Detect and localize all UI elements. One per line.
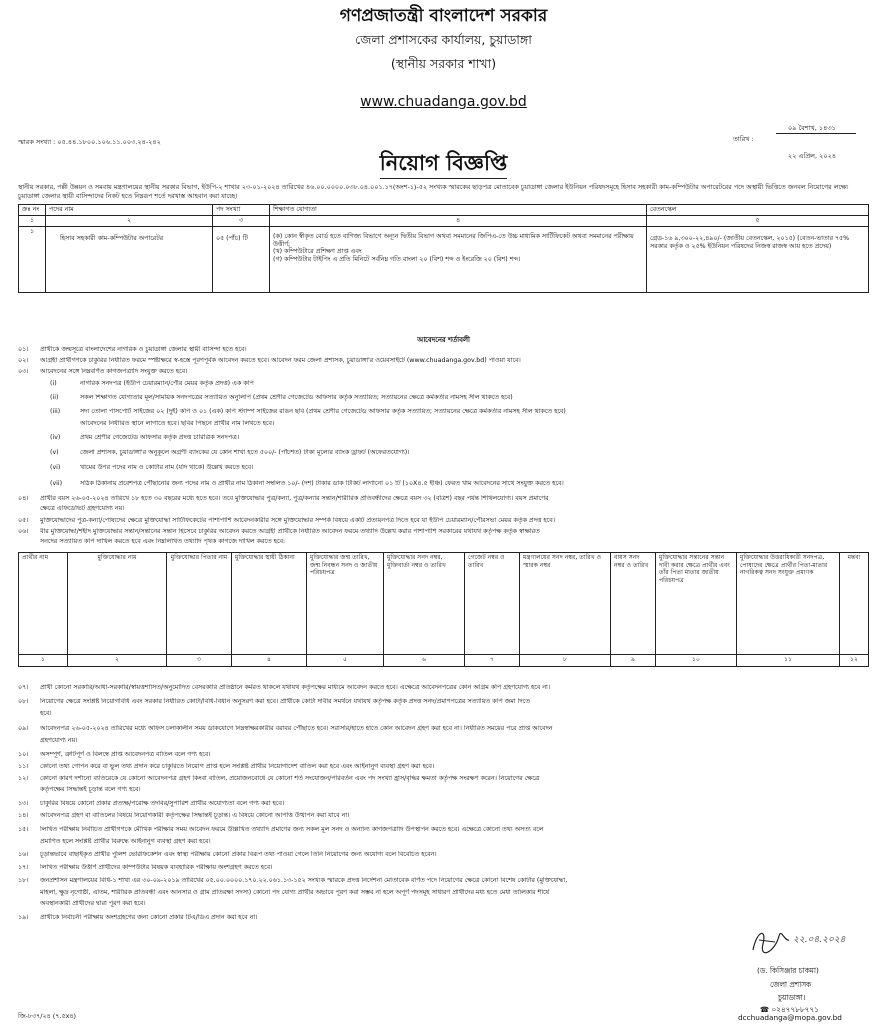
ff-header: মুক্তিযোদ্ধার পিতার নাম xyxy=(167,553,232,655)
condition-item xyxy=(18,800,869,808)
condition-text: আগ্রহী প্রার্থীগণকে চাকুরির নির্ধারিত ফরমে স্পষ্টাক্ষরে স্ব-হস্তে পূরণপূর্বক আবেদন করতে হবে। আবেদন ফরম জেলা প্রশাসক, চুয়াডাঙ্গা'র ওয়েবসাইটে (www.chuadanga.gov.bd) পাওয়া যাবে। xyxy=(40,357,521,364)
condition-item xyxy=(18,368,869,376)
ff-header: মুক্তিযোদ্ধার সনদ নম্বর, মুক্তিবার্তা নম্বর ও তারিখ xyxy=(384,553,465,655)
th-post: পদের নাম xyxy=(46,205,213,216)
condition-number: ০৮। xyxy=(18,698,29,705)
condition-item xyxy=(18,877,869,885)
title-underline xyxy=(380,178,507,179)
print-code: জি-৮৩৭/২৪ (৭.৫x৪) xyxy=(18,1012,77,1020)
ff-header: বায়স সনদ নম্বর ও তারিখ xyxy=(611,553,656,655)
signer-name: (ড. কিসিঞ্জার চাকমা) xyxy=(757,966,819,975)
date-bangla: ০৯ বৈশাখ, ১৪৩১ xyxy=(788,124,836,132)
attachment-text: নাগরিক সনদপত্র (ইউপি চেয়ারম্যান/পৌর মেয়র কর্তৃক প্রদত্ত) এক কপি xyxy=(80,380,254,387)
condition-text: অসম্পূর্ণ, ত্রুটিপূর্ণ ও বিলম্বে প্রাপ্ত আবেদনপত্র বাতিল বলে গণ্য হবে। xyxy=(40,751,211,758)
branch-name: (স্থানীয় সরকার শাখা) xyxy=(390,56,497,71)
freedom-fighter-table xyxy=(18,552,869,667)
condition-text: প্রার্থীর বয়স ২৬-০৫-২০২৪ তারিখে ১৮ হতে ৩০ বছরের মধ্যে হতে হবে। তবে মুক্তিযোদ্ধার পুত্র/কন্যা, পুত্র/কন্যার সন্তান/শারীরিক প্রতিবন্ধীদের ক্ষেত্রে বয়স ৩২ (বত্রিশ) বছর পর্যন্ত শিথিলযোগ্য। বয়স প্রমাণের xyxy=(40,495,549,502)
attachment-text: সকল শিক্ষাগত যোগ্যতার মূল/সাময়িক সনদপত্রের সত্যায়িত অনুলিপি (প্রথম শ্রেণীর গেজেটেড অফিসার কর্তৃক সত্যায়িত; সত্যায়নের ক্ষেত্রে কর্মকর্তার নামসহ সীল থাকতে হবে) xyxy=(80,394,513,401)
attachment-item xyxy=(50,380,868,388)
index-cell: ২ xyxy=(46,215,213,226)
condition-text: চূড়ান্তভাবে বাছাইকৃত প্রার্থীর পুলিশ ভেরিফিকেশন এবং স্বাস্থ্য পরীক্ষায় কোনো প্রকার বিরূপ তথ্য পাওয়া গেলে তিনি নিয়োগের জন্য অযোগ্য বলে বিবেচিত হবেন। xyxy=(40,851,437,858)
attachment-item xyxy=(50,408,868,416)
attachment-number: (i) xyxy=(50,380,57,387)
condition-text: আবেদনপত্র ২৬-০৫-২০২৪ তারিখের মধ্যে অফিস চলাকালীন সময় ডাকযোগে নিম্নস্বাক্ষরকারীর বরাবর পৌঁছাতে হবে। সরাসরি/হাতে হাতে কোন আবেদন গ্রহণ করা হবে না। নির্ধারিত সময়ের পরে প্রাপ্ত আবেদন xyxy=(40,725,553,732)
attachment-text: প্রথম শ্রেণীর গেজেটেড অফিসার কর্তৃক প্রদত্ত চারিত্রিক সনদপত্র। xyxy=(80,434,239,441)
attachment-number: (vi) xyxy=(50,464,61,471)
condition-number: ০৬। xyxy=(18,528,29,535)
attachment-item xyxy=(50,394,868,402)
condition-text: কোনো কারণ দর্শানো ব্যতিরেকে যে কোনো আবেদনপত্র গ্রহণ কিংবা বাতিল, প্রয়োজনবোধে যে কোনো শর্ত সংযোজন/পরিবর্তন এবং পদ সংখ্যা হ্রাস/বৃদ্ধির ক্ষমতা কর্তৃপক্ষ সংরক্ষণ করেন। নিয়োগের ক্ষেত্রে xyxy=(40,775,540,782)
govt-title: গণপ্রজাতন্ত্রী বাংলাদেশ সরকার xyxy=(339,6,548,26)
attachment-number: (vii) xyxy=(50,480,63,487)
condition-item xyxy=(18,528,869,536)
condition-item xyxy=(18,851,869,859)
date-english: ২২ এপ্রিল, ২০২৪ xyxy=(788,152,837,160)
signer-email[interactable]: dcchuadanga@mopa.gov.bd xyxy=(738,1013,842,1022)
conditions-title: আবেদনের শর্তাবলী xyxy=(417,336,470,344)
condition-number: ১৩। xyxy=(18,800,29,807)
signer-place: চুয়াডাঙ্গা। xyxy=(778,993,806,1002)
condition-number: ০৫। xyxy=(18,517,29,524)
office-name: জেলা প্রশাসকের কার্যালয়, চুয়াডাঙ্গা xyxy=(355,32,532,47)
index-cell: ১ xyxy=(19,215,46,226)
attachment-text: খামের উপর পদের নাম ও কোটার নাম (যদি থাকে) উল্লেখ করতে হবে। xyxy=(80,464,254,471)
ff-header: মন্ত্রণালয়ের সনদ নম্বর, তারিখ ও স্মারক নম্বর xyxy=(520,553,611,655)
index-cell: ৫ xyxy=(647,215,869,226)
condition-item xyxy=(18,725,869,733)
condition-number: ০৪। xyxy=(18,495,29,502)
condition-number: ১০। xyxy=(18,751,29,758)
condition-continuation: কর্তৃপক্ষের সিদ্ধান্তই চূড়ান্ত বলে গণ্য হবে। xyxy=(40,786,141,793)
condition-number: ০৩। xyxy=(18,368,29,375)
signature-scribble xyxy=(745,922,865,962)
condition-number: ১৯। xyxy=(18,914,29,921)
condition-number: ১৬। xyxy=(18,851,29,858)
condition-number: ০২। xyxy=(18,357,29,364)
ff-header: মুক্তিযোদ্ধার সন্তানের সন্তান দাবী করার ক্ষেত্রে প্রার্থীর এবং তাঁর পিতা মাতার জাতীয় পরিচয়পত্র xyxy=(656,553,737,655)
ff-index-cell: ১২ xyxy=(840,655,869,667)
condition-item xyxy=(18,346,869,354)
ff-header: মুক্তিযোদ্ধার নাম xyxy=(68,553,167,655)
condition-number: ১২। xyxy=(18,775,29,782)
condition-continuation: মহিলা, ক্ষুদ্র নৃগোষ্ঠী, এতিম, শারীরিক প্রতিবন্ধী এবং আনসার ও গ্রাম প্রতিরক্ষা সদস্য) কোনো পদ যোগ্য প্রার্থীর অভাবে পূরণ করা সম্ভব না হলে অপূর্ণ পদসমূহ সাধারণ প্রার্থীদের মধ্য হতে মেধা তালিকার শীর্ষে xyxy=(40,889,550,896)
th-qualification: শিক্ষাগত যোগ্যতা xyxy=(270,205,647,216)
th-serial: ক্রঃ নং xyxy=(19,205,46,216)
condition-text: বীর মুক্তিযোদ্ধা/শহীদ মুক্তিযোদ্ধার সন্তান/সন্তানের সন্তান হিসেবে চাকুরির আবেদন করতে আগ্রহী প্রার্থীকে নির্ধারিত আবেদন ফরমে তথ্যাদি উল্লেখ করার পাশাপাশি সরকারের যথাযথ কর্তৃপক্ষ কর্তৃক স্বাক্ষরিত xyxy=(40,528,540,535)
date-divider xyxy=(776,133,856,134)
ff-index-cell: ৮ xyxy=(520,655,611,667)
ff-header: গেজেট নম্বর ও তারিখ xyxy=(465,553,520,655)
condition-item xyxy=(18,495,869,503)
condition-number: ১৮। xyxy=(18,877,29,884)
attachment-item xyxy=(50,464,868,472)
condition-number: ০৭। xyxy=(18,684,29,691)
ff-index-cell: ২ xyxy=(68,655,167,667)
qualification-a: (ক) কোন স্বীকৃত বোর্ড হতে বাণিজ্য বিভাগে অন্যূন দ্বিতীয় বিভাগ অথবা সমমানের জিপিএ-তে উচ্চ মাধ্যমিক সার্টিফিকেট অথবা সমমানের পরীক্ষায় উত্তীর্ণ; xyxy=(273,232,634,248)
condition-text: প্রার্থীকে জন্মসূত্রে বাংলাদেশের নাগরিক ও চুয়াডাঙ্গা জেলার স্থায়ী বাসিন্দা হতে হবে। xyxy=(40,346,247,353)
condition-text: কোনো তথ্য গোপন করে বা ভুল তথ্য প্রদান করে চাকুরিতে নিয়োগ প্রাপ্ত হলে সংশ্লিষ্ট প্রার্থীর নিয়োগাদেশ বাতিল করা হবে এবং আইনানুগ ব্যবস্থা গ্রহণ করা হবে। xyxy=(40,763,435,770)
condition-item xyxy=(18,775,869,783)
condition-continuation: প্রমাণিত হলে সংশ্লিষ্ট প্রার্থীর বিরুদ্ধে আইনানুগ ব্যবস্থা গ্রহণ করা হবে। xyxy=(40,838,211,845)
signer-phone: ☎ ০২৪৭৭৮৮৭৭১ xyxy=(760,1005,819,1014)
ff-index-cell: ৪ xyxy=(232,655,307,667)
condition-text: জনপ্রশাসন মন্ত্রণালয়ের বিধি-১ শাখা এর ৩০-০৯-২০১৯ তারিখের ০৫.০০.০০০০.১৭০.২২.০৬১.১৩-১৫২ সংখ্যক স্মারকে প্রদত্ত নির্দেশনা মোতাবেক বর্ণিত পদে নিয়োগের ক্ষেত্রে কোনো বিশেষ কোটার (মুক্তিযোদ্ধা, xyxy=(40,877,568,884)
condition-item xyxy=(18,812,869,820)
signer-designation: জেলা প্রশাসক xyxy=(770,980,812,989)
ff-header: মুক্তিযোদ্ধার স্থায়ী ঠিকানা xyxy=(232,553,307,655)
post-count: ০৫ (পাঁচ) টি xyxy=(213,226,270,292)
attachment-item xyxy=(50,449,868,457)
intro-paragraph: স্থানীয় সরকার, পল্লী উন্নয়ন ও সমবায় মন্ত্রণালয়ের স্থানীয় সরকার বিভাগ, ইউপি-২ শাখার ২৩-০১-২০২৪ তারিখের ৪৬.০০.০০০০.০৩৮.০৪.০০১.১৭(অংশ-১)-৫২ সংখ্যক স্মারকের ছাড়পত্র মোতাবেক চুয়াডাঙ্গা জেলার ইউনিয়ন পরিষদসমূহে হিসাব সহকারী কাম-কম্পিউটার অপারেটরের পদে অস্থায়ী ভিত্তিতে জনবল নিয়োগের লক্ষ্যে চুয়াডাঙ্গা জেলার স্থায়ী বাসিন্দাদের নিকট হতে নিম্নরূপ শর্তে দরখাস্ত আহবান করা যাচ্ছে। xyxy=(18,183,849,200)
condition-number: ১৭। xyxy=(18,864,29,871)
condition-text: মুক্তিযোদ্ধাদের পুত্র-কন্যা/পোষ্যদের ক্ষেত্রে মুক্তিযোদ্ধা সার্টিফিকেটের পাশাপাশি আবেদনকারীর সঙ্গে মুক্তিযোদ্ধার সম্পর্ক বিষয়ে একটি প্রত্যয়নপত্র দিতে হবে যা ইউপি চেয়ারম্যান/পৌরসভা মেয়র কর্তৃক প্রদত্ত হবে। xyxy=(40,517,556,524)
ff-header: মুক্তিযোদ্ধার জন্ম তারিখ, জন্ম নিবন্ধন সনদ ও জাতীয় পরিচয়পত্র xyxy=(307,553,384,655)
condition-text: আবেদনপত্র গ্রহণ বা বাতিলের বিষয়ে নিয়োগকারী কর্তৃপক্ষের সিদ্ধান্তই চূড়ান্ত। এ বিষয়ে কোনো আপত্তি উত্থাপন করা যাবে না। xyxy=(40,812,350,819)
condition-number: ১১। xyxy=(18,763,29,770)
condition-item xyxy=(18,763,869,771)
condition-text: নিয়োগের ক্ষেত্রে সংশ্লিষ্ট নিয়োগবিধি এবং সরকার নির্ধারিত কোটা/বিধি-বিধান অনুসরণ করা হবে। প্রার্থীকে কোটা দাবীর সমর্থনে যথাযথ কর্তৃপক্ষ কর্তৃক প্রদত্ত সনদ/প্রমাণপত্রের সত্যায়িত কপি জমা দিতে xyxy=(40,698,530,705)
attachment-number: (iv) xyxy=(50,434,61,441)
attachment-item xyxy=(50,480,868,488)
attachment-number: (v) xyxy=(50,449,59,456)
condition-text: আবেদনের সঙ্গে নিম্নবর্ণিত কাগজপত্রাদি সংযুক্ত করতে হবে। xyxy=(40,368,188,375)
condition-text: প্রার্থীকে নির্বাচনী পরীক্ষায় অংশগ্রহণের জন্য কোনো প্রকার টিএ/ডিএ প্রদান করা হবে না। xyxy=(40,914,258,921)
condition-item xyxy=(18,864,869,872)
post-table xyxy=(18,204,869,293)
post-name: হিসাব সহকারী কাম-কম্পিউটার অপারেটর xyxy=(46,226,213,292)
condition-continuation: ক্ষেত্রে এফিডেভিট গ্রহণযোগ্য নয়। xyxy=(40,505,125,512)
ff-index-cell: ১০ xyxy=(656,655,737,667)
signature-date: ২২.০৪.২০২৪ xyxy=(793,935,846,945)
condition-continuation: হবে। xyxy=(40,710,52,717)
ff-index-cell: ৯ xyxy=(611,655,656,667)
ff-header: মন্তব্য xyxy=(840,553,869,655)
index-cell: ৪ xyxy=(270,215,647,226)
attachment-text: সদ্য তোলা পাসপোর্ট সাইজের ০২ (দুই) কপি ও ০১ (এক) কপি স্ট্যাম্প সাইজের রঙিন ছবি (প্রথম শ্রেণীর গেজেটেড অফিসার কর্তৃক সত্যায়িত; সত্যায়নের ক্ষেত্রে কর্মকর্তার নামসহ সীল থাকতে হবে) xyxy=(80,408,566,415)
index-cell: ৩ xyxy=(213,215,270,226)
condition-continuation: গ্রহণযোগ্য নয়। xyxy=(40,737,78,744)
ff-index-cell: ১১ xyxy=(737,655,840,667)
date-label: তারিখ : xyxy=(733,135,754,143)
condition-text: লিখিত পরীক্ষায় উত্তীর্ণ প্রার্থীদের কম্পিউটার বিষয়ক ব্যবহারিক পরীক্ষায় অংশগ্রহণ করতে হবে। xyxy=(40,864,273,871)
condition-number: ১৪। xyxy=(18,812,29,819)
attachment-number: (iii) xyxy=(50,408,61,415)
ff-index-cell: ১ xyxy=(19,655,68,667)
qualification-cell xyxy=(270,226,647,292)
memo-number: স্মারক সংখ্যা : ০৫.৪৪.১৮০০.১০৬.১১.০০৩.২৪-২৪২ xyxy=(18,138,161,146)
condition-continuation: সনদের সত্যায়িত কপি দাখিল করতে হবে এবং নিম্নলিখিত তথ্যাদি পৃথক কাগজে দাখিল করতে হবে: xyxy=(40,538,286,545)
attachment-text: জেলা প্রশাসক, চুয়াডাঙ্গা'র অনুকূলে অগ্রণী ব্যাংকের যে কোন শাখা হতে ৫০০/- (পাঁচশত) টাকা মূল্যের ব্যাংক ড্রাফট (অফেরতযোগ্য)। xyxy=(80,449,410,456)
condition-text: চাকুরির বিষয়ে কোনো প্রকার প্রত্যক্ষ/পরোক্ষ তদবির/সুপারিশ প্রার্থীর অযোগ্যতা বলে গণ্য করা হবে। xyxy=(40,800,285,807)
attachment-text: আবেদনের নির্ধারিত স্থানে লাগাতে হবে। ছবির পিছনে প্রার্থীর নাম লিখতে হবে। xyxy=(80,420,275,427)
condition-number: ০৯। xyxy=(18,725,29,732)
condition-item xyxy=(18,698,869,706)
ff-header: মুক্তিযোদ্ধার উত্তরাধিকারী সনদপত্র, পোষ্যদের ক্ষেত্রে প্রার্থীর পিতা-মাতার নাগরিকত্ব সনদ সংযুক্ত প্রমাণক xyxy=(737,553,840,655)
condition-item xyxy=(18,357,869,365)
post-serial: ১ xyxy=(19,226,46,292)
condition-item xyxy=(18,826,869,834)
website-link[interactable]: www.chuadanga.gov.bd xyxy=(360,94,527,110)
ff-index-cell: ৫ xyxy=(307,655,384,667)
condition-item xyxy=(18,517,869,525)
qualification-b: (খ) কম্পিউটারে প্রশিক্ষণ প্রাপ্ত এবং xyxy=(273,248,362,256)
condition-text: লিখিত পরীক্ষায় নির্বাচিত প্রার্থীগণকে মৌখিক পরীক্ষার সময় আবেদন ফরমে উল্লিখিত তথ্যাদি প্রমাণের জন্য সকল মূল সনদ ও অন্যান্য কাগজপত্রাদি উপস্থাপন করতে হবে। এক্ষেত্রে কোনো তথ্য অসত্য বলে xyxy=(40,826,544,833)
condition-item xyxy=(18,914,869,922)
attachment-item xyxy=(50,420,868,428)
attachment-text: সঠিক ঠিকানায় প্রবেশপত্র পৌঁছানোর জন্য পদের নাম ও প্রার্থীর নাম ঠিকানা সম্বলিত ১০/- (দশ) টাকার ডাক টিকিট লাগানো ০১ টি (১০X৪.৫ ইঞ্চি) ফেরত খাম আবেদনের সাথে সংযুক্ত করতে হবে। xyxy=(80,480,564,487)
attachment-number: (ii) xyxy=(50,394,59,401)
pay-scale: গ্রেড-১৬ ৯,৩০০-২২,৪৯০/- (জাতীয় বেতনস্কেল, ২০১৫) (বেতন-ভাতার ৭৫% সরকার কর্তৃক ও ২৫% ইউনিয়ন পরিষদের নিজস্ব রাজস্ব আয় হতে প্রদেয়) xyxy=(647,226,869,292)
attachment-item xyxy=(50,434,868,442)
ff-index-cell: ৩ xyxy=(167,655,232,667)
th-scale: বেতনস্কেল xyxy=(647,205,869,216)
ff-header: প্রার্থীর নাম xyxy=(19,553,68,655)
th-count: পদ সংখ্যা xyxy=(213,205,270,216)
notice-title: নিয়োগ বিজ্ঞপ্তি xyxy=(379,151,508,175)
condition-number: ১৫। xyxy=(18,826,29,833)
condition-item xyxy=(18,751,869,759)
ff-index-cell: ৭ xyxy=(465,655,520,667)
condition-continuation: অবস্থানকারী প্রার্থীদের দ্বারা পূরণ করা হবে। xyxy=(40,900,146,907)
qualification-c: (গ) কম্পিউটার টাইপিং এ প্রতি মিনিটে সর্বনিম্ন গতি বাংলা ২০ (বিশ) শব্দ ও ইংরেজি ২০ (বিশ) শব্দ। xyxy=(273,256,521,264)
condition-text: প্রার্থী কোনো সরকারি/আধা-সরকারি/স্বায়ত্তশাসিত/অনুমোদিত বেসরকারি প্রতিষ্ঠানে কর্মরত থাকলে যথাযথ কর্তৃপক্ষের মাধ্যমে আবেদন করতে হবে। এক্ষেত্রে আবেদনপত্রের কোন অগ্রিম কপি গ্রহণযোগ্য হবে না। xyxy=(40,684,551,691)
condition-number: ০১। xyxy=(18,346,29,353)
condition-item xyxy=(18,684,869,692)
ff-index-cell: ৬ xyxy=(384,655,465,667)
